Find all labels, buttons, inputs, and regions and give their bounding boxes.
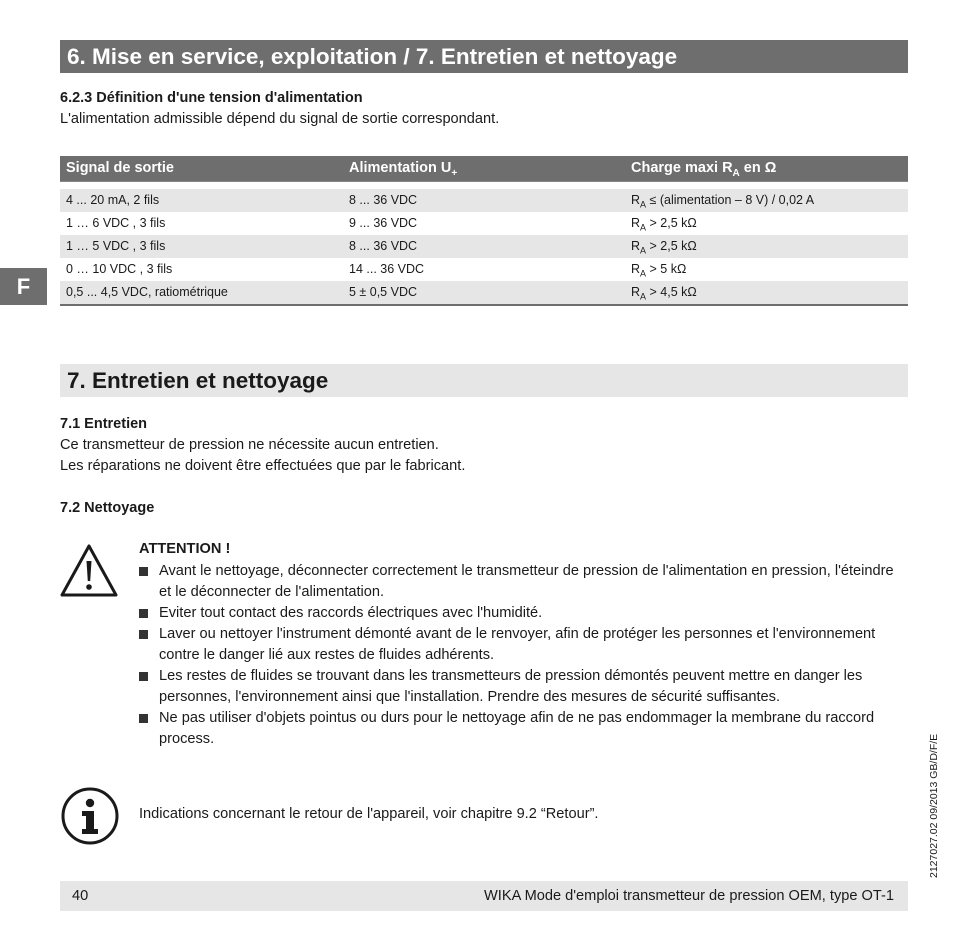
warning-bullet <box>139 708 909 750</box>
cell-supply: 14 ... 36 VDC <box>349 262 425 276</box>
table-header-supply-sub: + <box>451 167 458 179</box>
cell-load <box>631 239 697 256</box>
chapter-7-header: 7. Entretien et nettoyage <box>60 364 908 397</box>
table-header-supply <box>349 160 457 179</box>
cell-load-symbol: R <box>631 216 641 230</box>
page-number: 40 <box>72 888 89 904</box>
table-header-load-pre: Charge maxi R <box>631 160 733 176</box>
warning-bullet-text: Les restes de fluides se trouvant dans les transmetteurs de pression démontés peuvent mettre en danger les personnes, l'environnement ainsi que l'installation. Prendre des mesures de sécurité suffisantes. <box>159 668 863 705</box>
warning-bullet <box>139 603 909 624</box>
cell-load-value: > 2,5 kΩ <box>646 216 697 230</box>
cell-signal: 0,5 ... 4,5 VDC, ratiométrique <box>66 285 228 299</box>
table-row <box>60 281 908 304</box>
table-header-signal: Signal de sortie <box>66 160 174 176</box>
cell-load <box>631 216 697 233</box>
cell-load-symbol: R <box>631 193 641 207</box>
table-header-row <box>60 156 908 182</box>
table-row <box>60 258 908 281</box>
warning-bullet <box>139 561 909 603</box>
cell-load <box>631 262 686 279</box>
warning-title: ATTENTION ! <box>139 541 231 557</box>
section-header: 6. Mise en service, exploitation / 7. Entretien et nettoyage <box>60 40 908 73</box>
table-body <box>60 189 908 304</box>
cell-load-value: > 5 kΩ <box>646 262 687 276</box>
cell-load-subscript: A <box>640 291 647 302</box>
warning-bullet-text: Ne pas utiliser d'objets pointus ou durs pour le nettoyage afin de ne pas endommager la membrane du raccord process. <box>159 710 875 747</box>
subsection-7-1-line2: Les réparations ne doivent être effectuées que par le fabricant. <box>60 458 466 474</box>
cell-load-value: ≤ (alimentation – 8 V) / 0,02 A <box>646 193 815 207</box>
warning-bullet-text: Avant le nettoyage, déconnecter correctement le transmetteur de pression de l'alimentation en pression, l'éteindre et le déconnecter de l'alimentation. <box>159 563 894 600</box>
cell-load-symbol: R <box>631 285 641 299</box>
cell-load-subscript: A <box>640 222 647 233</box>
page-footer <box>60 881 908 911</box>
warning-bullet-text: Eviter tout contact des raccords électriques avec l'humidité. <box>159 605 543 621</box>
subsection-heading-6-2-3: 6.2.3 Définition d'une tension d'alimentation <box>60 90 363 106</box>
table-row <box>60 212 908 235</box>
warning-bullet-text: Laver ou nettoyer l'instrument démonté avant de le renvoyer, afin de protéger les personnes et l'environnement contre le danger lié aux restes de fluides adhérents. <box>159 626 876 663</box>
footer-title: WIKA Mode d'emploi transmetteur de pression OEM, type OT-1 <box>484 888 894 904</box>
cell-supply: 8 ... 36 VDC <box>349 239 418 253</box>
cell-load-symbol: R <box>631 262 641 276</box>
table-row <box>60 189 908 212</box>
table-header-load-post: en Ω <box>739 160 777 176</box>
cell-load-value: > 4,5 kΩ <box>646 285 697 299</box>
supply-table <box>60 156 908 306</box>
cell-signal: 1 … 6 VDC , 3 fils <box>66 216 166 230</box>
cell-supply: 8 ... 36 VDC <box>349 193 418 207</box>
cell-load <box>631 285 697 302</box>
warning-bullet-list <box>139 561 909 750</box>
bullet-square-icon <box>139 567 148 576</box>
bullet-square-icon <box>139 630 148 639</box>
subsection-7-1-line1: Ce transmetteur de pression ne nécessite aucun entretien. <box>60 437 439 453</box>
cell-load-subscript: A <box>640 268 647 279</box>
warning-bullet <box>139 666 909 708</box>
cell-load-subscript: A <box>640 199 647 210</box>
cell-load-symbol: R <box>631 239 641 253</box>
table-row <box>60 235 908 258</box>
bullet-square-icon <box>139 672 148 681</box>
cell-load-value: > 2,5 kΩ <box>646 239 697 253</box>
cell-signal: 4 ... 20 mA, 2 fils <box>66 193 160 207</box>
bullet-square-icon <box>139 714 148 723</box>
cell-supply: 9 ... 36 VDC <box>349 216 418 230</box>
cell-load-subscript: A <box>640 245 647 256</box>
document-code: 2127027.02 09/2013 GB/D/F/E <box>928 733 940 878</box>
info-text: Indications concernant le retour de l'appareil, voir chapitre 9.2 “Retour”. <box>139 806 599 822</box>
warning-triangle-icon <box>59 543 119 598</box>
table-header-load-sub: A <box>732 167 740 179</box>
warning-bullet <box>139 624 909 666</box>
subsection-text-6-2-3: L'alimentation admissible dépend du signal de sortie correspondant. <box>60 111 500 127</box>
cell-signal: 1 … 5 VDC , 3 fils <box>66 239 166 253</box>
table-bottom-rule <box>60 304 908 306</box>
info-icon <box>60 786 120 846</box>
cell-load <box>631 193 814 210</box>
cell-signal: 0 … 10 VDC , 3 fils <box>66 262 173 276</box>
language-tab: F <box>0 268 47 305</box>
subsection-heading-7-2: 7.2 Nettoyage <box>60 500 155 516</box>
table-header-supply-main: Alimentation U <box>349 160 452 176</box>
bullet-square-icon <box>139 609 148 618</box>
table-header-load <box>631 160 776 179</box>
subsection-heading-7-1: 7.1 Entretien <box>60 416 148 432</box>
cell-supply: 5 ± 0,5 VDC <box>349 285 417 299</box>
